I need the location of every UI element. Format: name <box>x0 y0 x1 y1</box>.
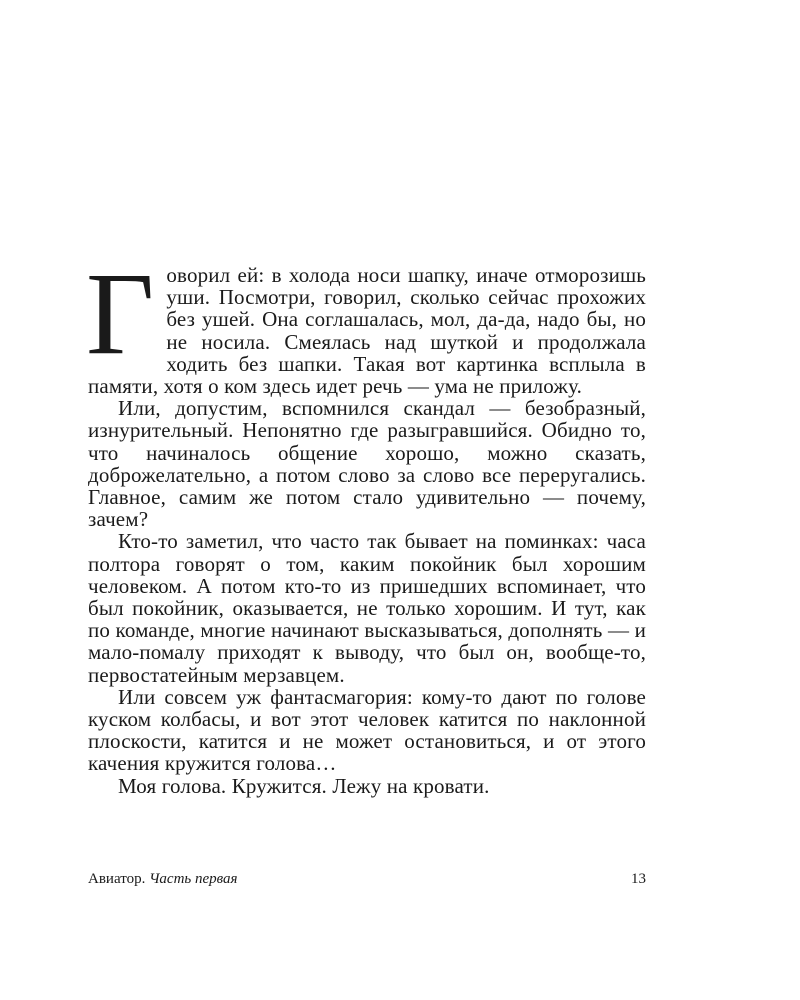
page-number: 13 <box>631 871 646 887</box>
paragraph <box>86 248 646 399</box>
paragraph: Или совсем уж фантасмагория: кому-то дают по голове куском колбасы, и вот этот человек катится по наклонной плоскости, катится и не может остановиться, и от этого качения кружится голова… <box>88 684 646 776</box>
paragraph-text: оворил ей: в холода носи шапку, иначе отморозишь уши. Посмотри, говорил, сколько сейчас прохожих без ушей. Она соглашалась, мол, да-да, надо бы, но не носила. Смеялась над шуткой и продолжала ходить без шапки. Такая вот картинка всплыла в памяти, хотя о ком здесь идет речь — ума не приложу. <box>88 263 646 399</box>
paragraph: Моя голова. Кружится. Лежу на кровати. <box>118 773 490 798</box>
part-title: Часть первая <box>149 871 238 887</box>
running-title <box>88 870 238 888</box>
main-text <box>86 248 646 798</box>
paragraph: Кто-то заметил, что часто так бывает на поминках: часа полтора говорят о том, каким покойник был хорошим человеком. А потом кто-то из пришедших вспоминает, что был покойник, оказывается, не только хорошим. И тут, как по команде, многие начинают высказываться, дополнять — и мало-помалу приходят к выводу, что был он, вообще-то, первостатейным мерзавцем. <box>88 529 646 687</box>
paragraph: Или, допустим, вспомнился скандал — безобразный, изнурительный. Непонятно где разыгравшийся. Обидно то, что начиналось общение хорошо, можно сказать, доброжелательно, а потом слово за слово все переругались. Главное, самим же потом стало удивительно — почему, зачем? <box>88 396 646 532</box>
drop-cap: Г <box>86 248 155 379</box>
book-title: Авиатор. <box>88 871 146 887</box>
page-footer <box>88 870 646 888</box>
